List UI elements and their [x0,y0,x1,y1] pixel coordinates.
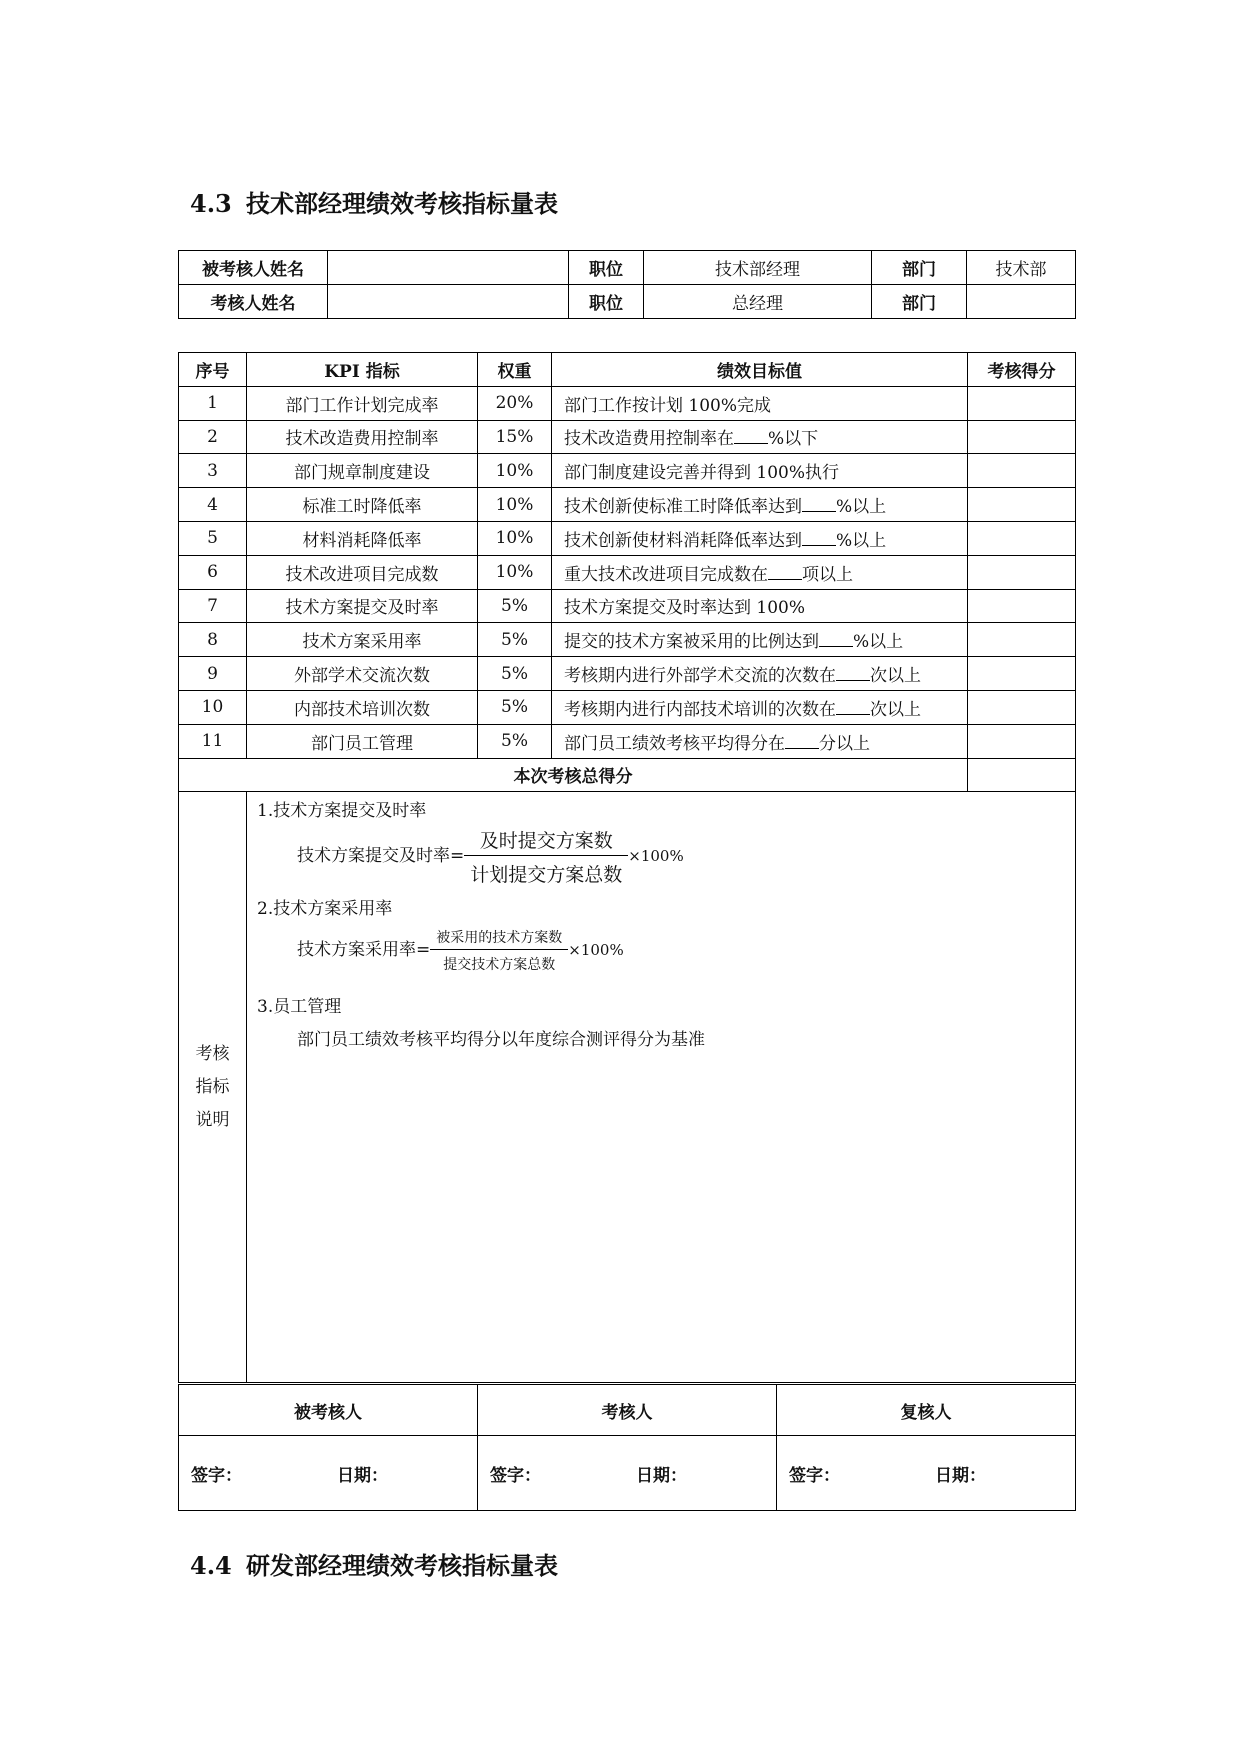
formula-lhs: 技术方案采用率= [297,940,431,961]
kpi-target [552,488,968,522]
department-value[interactable] [967,285,1076,319]
kpi-target-text: 考核期内进行内部技术培训的次数在 [564,699,836,720]
kpi-target [552,657,968,691]
kpi-target-text: 部门工作按计划 100%完成 [564,395,772,416]
kpi-name: 技术改进项目完成数 [247,555,478,589]
kpi-score-field[interactable] [968,488,1076,522]
kpi-target [552,690,968,724]
kpi-weight: 10% [478,454,552,488]
kpi-row [179,420,1076,454]
header-score: 考核得分 [968,353,1076,387]
kpi-target [552,386,968,420]
fill-in-blank[interactable] [768,565,802,580]
kpi-target-text: 技术创新使材料消耗降低率达到 [564,530,802,551]
kpi-name: 内部技术培训次数 [247,690,478,724]
kpi-score-field[interactable] [968,589,1076,623]
kpi-target-suffix: 次以上 [870,666,921,687]
kpi-name: 部门员工管理 [247,724,478,758]
kpi-row [179,555,1076,589]
kpi-target [552,521,968,555]
explanation-item-1-title: 1.技术方案提交及时率 [257,801,427,822]
explanation-label-line: 指标 [195,1076,230,1097]
kpi-weight: 10% [478,488,552,522]
explanation-row [179,792,1076,1383]
assessor-name-label: 考核人姓名 [179,285,328,319]
date-label: 日期： [337,1465,388,1486]
total-score-row [179,758,1076,792]
kpi-score-field[interactable] [968,386,1076,420]
formula-submission-timeliness [297,826,684,887]
formula-numerator: 及时提交方案数 [464,826,628,856]
kpi-name: 技术改造费用控制率 [247,420,478,454]
explanation-item-3-title: 3.员工管理 [257,997,342,1018]
position-value[interactable]: 技术部经理 [644,251,872,285]
kpi-score-field[interactable] [968,724,1076,758]
kpi-target-suffix: %以下 [768,429,819,450]
kpi-row [179,454,1076,488]
assessee-signer-label: 被考核人 [179,1385,478,1436]
total-score-field[interactable] [968,758,1076,792]
explanation-item-2-title: 2.技术方案采用率 [257,899,393,920]
explanation-label-line: 考核 [195,1043,230,1064]
kpi-name: 技术方案提交及时率 [247,589,478,623]
kpi-row [179,386,1076,420]
info-row-assessee [179,251,1076,285]
position-label: 职位 [569,251,644,285]
kpi-weight: 15% [478,420,552,454]
kpi-score-field[interactable] [968,521,1076,555]
assessee-info-table [178,250,1076,319]
section-number: 4.4 [190,1551,232,1580]
section-heading: 研发部经理绩效考核指标量表 [246,1551,558,1580]
kpi-seq: 6 [179,555,247,589]
signature-row [179,1436,1076,1511]
fill-in-blank[interactable] [802,531,836,546]
kpi-header-row [179,353,1076,387]
formula-lhs: 技术方案提交及时率= [297,846,465,867]
kpi-weight: 10% [478,555,552,589]
kpi-row [179,488,1076,522]
section-title-4-4 [190,1546,558,1581]
kpi-target-suffix: %以上 [836,497,887,518]
kpi-weight: 20% [478,386,552,420]
header-seq: 序号 [179,353,247,387]
kpi-row [179,589,1076,623]
fill-in-blank[interactable] [785,734,819,749]
fill-in-blank[interactable] [734,429,768,444]
fill-in-blank[interactable] [836,700,870,715]
kpi-target-suffix: %以上 [836,530,887,551]
info-row-assessor [179,285,1076,319]
kpi-row [179,623,1076,657]
kpi-target-text: 提交的技术方案被采用的比例达到 [564,632,819,653]
section-title-4-3 [190,184,558,219]
kpi-seq: 9 [179,657,247,691]
formula-fraction [430,927,568,974]
header-target: 绩效目标值 [552,353,968,387]
kpi-seq: 1 [179,386,247,420]
kpi-seq: 10 [179,690,247,724]
formula-denominator: 计划提交方案总数 [470,864,623,887]
department-label: 部门 [872,251,967,285]
kpi-weight: 5% [478,623,552,657]
kpi-seq: 7 [179,589,247,623]
kpi-score-field[interactable] [968,657,1076,691]
formula-multiplier: ×100% [568,941,624,960]
kpi-row [179,521,1076,555]
explanation-item-3-text: 部门员工绩效考核平均得分以年度综合测评得分为基准 [297,1030,705,1051]
kpi-row [179,724,1076,758]
explanation-content [247,792,1076,1383]
kpi-target-text: 部门员工绩效考核平均得分在 [564,733,785,754]
kpi-row [179,690,1076,724]
kpi-target [552,420,968,454]
kpi-target [552,623,968,657]
explanation-label-line: 说明 [195,1109,230,1130]
kpi-name: 标准工时降低率 [247,488,478,522]
assessor-signature-cell[interactable] [478,1436,777,1511]
department-label: 部门 [872,285,967,319]
kpi-target-text: 考核期内进行外部学术交流的次数在 [564,666,836,687]
formula-adoption-rate [297,927,624,974]
kpi-target-text: 技术改造费用控制率在 [564,429,734,450]
kpi-name: 部门规章制度建设 [247,454,478,488]
kpi-name: 外部学术交流次数 [247,657,478,691]
kpi-weight: 10% [478,521,552,555]
kpi-target-suffix: 次以上 [870,699,921,720]
sign-label: 签字： [490,1465,541,1486]
kpi-seq: 8 [179,623,247,657]
kpi-target-text: 重大技术改进项目完成数在 [564,564,768,585]
kpi-score-field[interactable] [968,555,1076,589]
section-number: 4.3 [190,189,232,218]
kpi-score-field[interactable] [968,454,1076,488]
fill-in-blank[interactable] [836,666,870,681]
kpi-weight: 5% [478,589,552,623]
reviewer-signature-cell[interactable] [777,1436,1076,1511]
kpi-target-suffix: 项以上 [802,564,853,585]
sign-label: 签字： [789,1465,840,1486]
kpi-row [179,657,1076,691]
department-value[interactable]: 技术部 [967,251,1076,285]
kpi-target-suffix: %以上 [853,632,904,653]
header-kpi: KPI 指标 [247,353,478,387]
kpi-target-text: 部门制度建设完善并得到 100%执行 [564,463,840,484]
kpi-rows [179,386,1076,758]
formula-fraction [464,826,628,887]
kpi-target [552,589,968,623]
total-score-label: 本次考核总得分 [179,758,968,792]
kpi-table [178,352,1076,1383]
kpi-weight: 5% [478,690,552,724]
kpi-target [552,555,968,589]
assessee-signature-cell[interactable] [179,1436,478,1511]
kpi-seq: 11 [179,724,247,758]
kpi-score-field[interactable] [968,690,1076,724]
signature-table [178,1384,1076,1511]
reviewer-signer-label: 复核人 [777,1385,1076,1436]
formula-denominator: 提交技术方案总数 [443,957,556,974]
kpi-score-field[interactable] [968,623,1076,657]
assessee-name-label: 被考核人姓名 [179,251,328,285]
kpi-name: 部门工作计划完成率 [247,386,478,420]
kpi-seq: 2 [179,420,247,454]
formula-multiplier: ×100% [628,847,684,866]
kpi-name: 技术方案采用率 [247,623,478,657]
header-weight: 权重 [478,353,552,387]
date-label: 日期： [935,1465,986,1486]
date-label: 日期： [636,1465,687,1486]
kpi-score-field[interactable] [968,420,1076,454]
fill-in-blank[interactable] [819,632,853,647]
assessor-signer-label: 考核人 [478,1385,777,1436]
kpi-target-text: 技术创新使标准工时降低率达到 [564,497,802,518]
sign-label: 签字： [191,1465,242,1486]
kpi-seq: 4 [179,488,247,522]
kpi-weight: 5% [478,657,552,691]
position-value[interactable]: 总经理 [644,285,872,319]
kpi-seq: 5 [179,521,247,555]
position-label: 职位 [569,285,644,319]
kpi-seq: 3 [179,454,247,488]
kpi-name: 材料消耗降低率 [247,521,478,555]
kpi-target-suffix: 分以上 [819,733,870,754]
kpi-weight: 5% [478,724,552,758]
kpi-target [552,724,968,758]
signature-header-row [179,1385,1076,1436]
kpi-target-text: 技术方案提交及时率达到 100% [564,598,806,619]
fill-in-blank[interactable] [802,497,836,512]
section-heading: 技术部经理绩效考核指标量表 [246,189,558,218]
formula-numerator: 被采用的技术方案数 [430,927,568,950]
assessor-name-field[interactable] [328,285,569,319]
explanation-label [179,792,247,1383]
kpi-target [552,454,968,488]
assessee-name-field[interactable] [328,251,569,285]
